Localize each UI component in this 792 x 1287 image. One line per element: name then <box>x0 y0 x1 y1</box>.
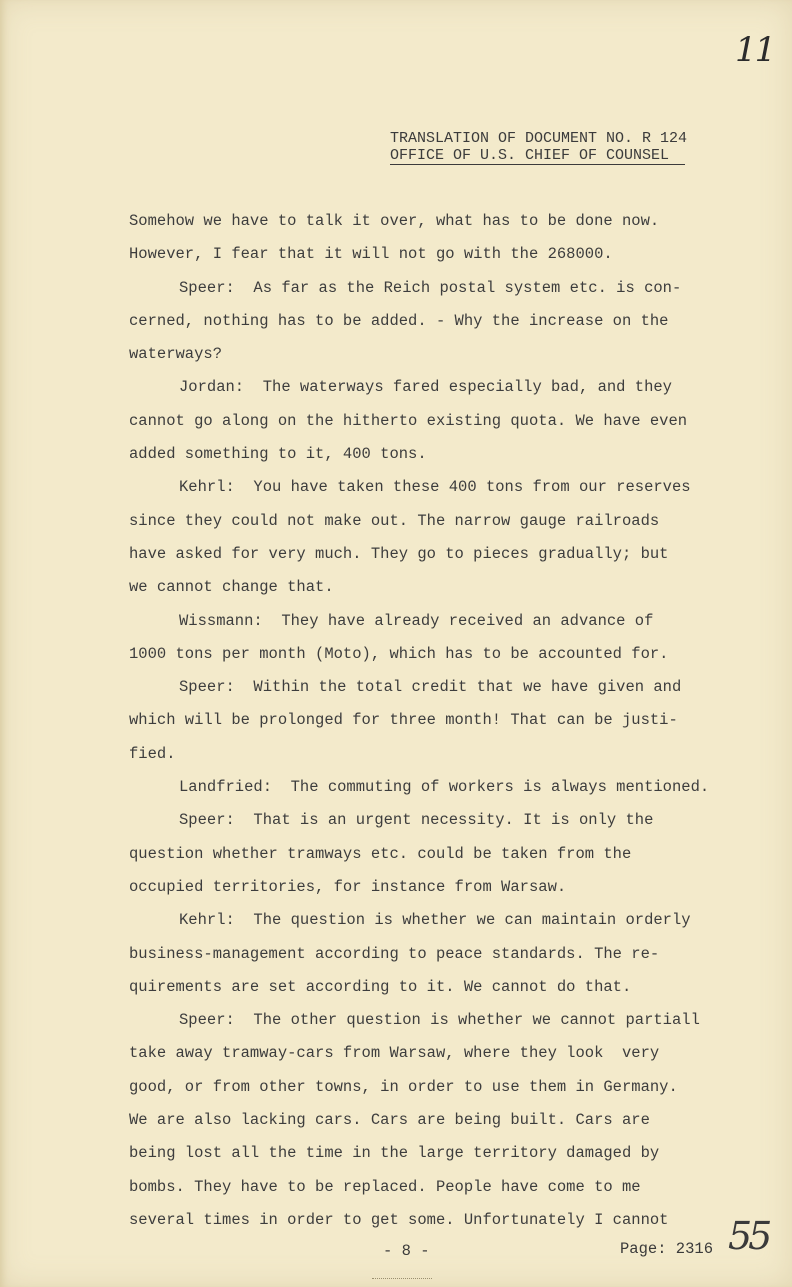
page-number: - 8 - <box>383 1242 430 1260</box>
text-line: However, I fear that it will not go with the 268000. <box>129 245 613 264</box>
text-line: business-management according to peace standards. The re- <box>129 944 660 963</box>
text-line: Kehrl: The question is whether we can maintain orderly <box>179 911 691 930</box>
text-line: being lost all the time in the large territory damaged by <box>129 1144 660 1163</box>
text-line: waterways? <box>129 345 223 364</box>
handwritten-exhibit-mark: 55 <box>728 1214 769 1258</box>
text-line: Speer: That is an urgent necessity. It is only the <box>179 811 654 830</box>
bottom-edge-mark <box>372 1278 432 1282</box>
text-line: have asked for very much. They go to pieces gradually; but <box>129 544 669 563</box>
text-line: Jordan: The waterways fared especially bad, and they <box>179 378 672 397</box>
handwritten-page-mark: 11 <box>735 30 775 70</box>
text-line: fied. <box>129 744 176 763</box>
text-line: cerned, nothing has to be added. - Why the increase on the <box>129 311 669 330</box>
text-line: Wissmann: They have already received an advance of <box>179 611 654 630</box>
text-line: Kehrl: You have taken these 400 tons from our reserves <box>179 478 691 497</box>
header-line-1: TRANSLATION OF DOCUMENT NO. R 124 <box>390 130 688 147</box>
header-line-2: OFFICE OF U.S. CHIEF OF COUNSEL <box>390 147 685 165</box>
text-line: take away tramway-cars from Warsaw, where they look very <box>129 1044 660 1063</box>
text-line: Speer: As far as the Reich postal system etc. is con- <box>179 278 682 297</box>
text-line: Speer: Within the total credit that we have given and <box>179 678 682 697</box>
text-line: we cannot change that. <box>129 578 334 597</box>
document-header <box>390 130 687 165</box>
text-line: bombs. They have to be replaced. People have come to me <box>129 1177 641 1196</box>
text-line: good, or from other towns, in order to use them in Germany. <box>129 1077 678 1096</box>
page-reference: Page: 2316 <box>620 1240 714 1258</box>
text-line: Somehow we have to talk it over, what has to be done now. <box>129 212 660 230</box>
text-line: added something to it, 400 tons. <box>129 445 427 464</box>
text-line: several times in order to get some. Unfortunately I cannot <box>129 1210 669 1229</box>
transcript-body <box>129 205 759 1237</box>
text-line: question whether tramways etc. could be taken from the <box>129 844 632 863</box>
text-line: We are also lacking cars. Cars are being built. Cars are <box>129 1111 650 1130</box>
text-line: since they could not make out. The narrow gauge railroads <box>129 511 660 530</box>
text-line: Landfried: The commuting of workers is always mentioned. <box>179 778 710 797</box>
text-line: which will be prolonged for three month! That can be justi- <box>129 711 678 730</box>
text-line: 1000 tons per month (Moto), which has to be accounted for. <box>129 644 669 663</box>
text-line: cannot go along on the hitherto existing quota. We have even <box>129 411 688 430</box>
text-line: Speer: The other question is whether we cannot partiall <box>179 1011 700 1030</box>
text-line: occupied territories, for instance from Warsaw. <box>129 877 567 896</box>
text-line: quirements are set according to it. We cannot do that. <box>129 977 632 996</box>
